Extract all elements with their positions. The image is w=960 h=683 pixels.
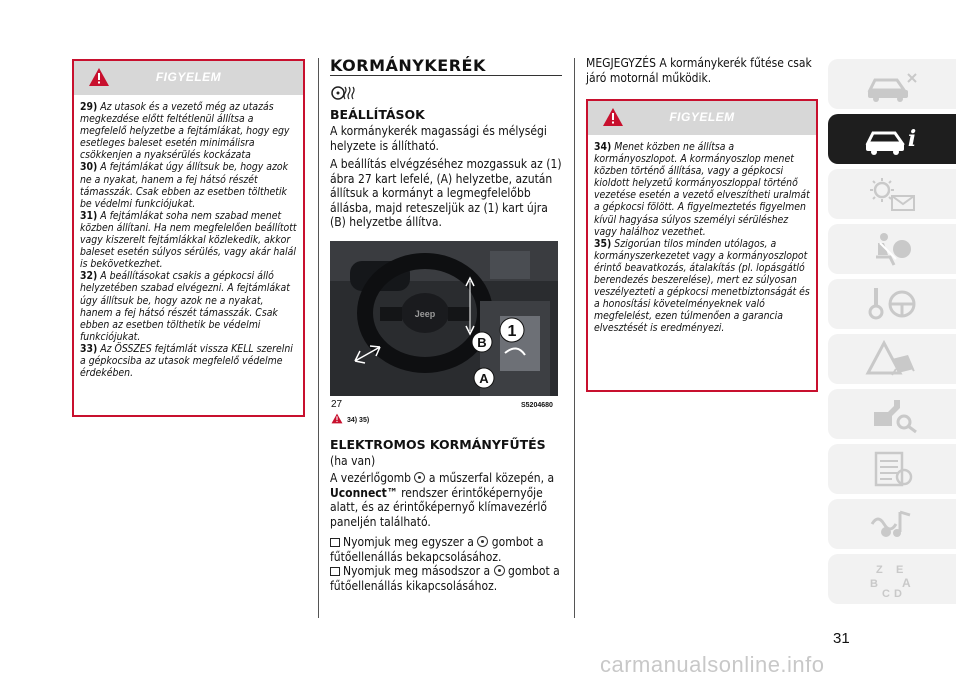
warning-title: FIGYELEM xyxy=(669,110,735,124)
warning-header xyxy=(74,61,303,95)
column-divider xyxy=(574,58,575,618)
svg-text:A: A xyxy=(902,576,911,590)
left-warning-box xyxy=(72,59,305,417)
section-title: KORMÁNYKERÉK xyxy=(330,56,486,75)
warning-item: 33) Az ÖSSZES fejtámlát vissza KELL szerelni a gépkocsiba az utasok megfelelő védelme érdekében. xyxy=(80,342,293,380)
right-warning-box xyxy=(586,99,818,392)
maintenance-icon xyxy=(862,394,922,434)
figure-code: S5204680 xyxy=(521,402,553,409)
warning-item: 29) Az utasok és a vezető még az utazás megkezdése előtt feltétlenül állítsa a megfelelő helyzetbe a fejtámlákat, hogy egy esetleges baleset esetén minimálisra csökkenjen a nyaksérülés kockázata xyxy=(80,101,290,162)
lights-warning-icon xyxy=(862,174,922,214)
heated-wheel-button-icon xyxy=(494,565,505,576)
note-paragraph: MEGJEGYZÉS A kormánykerék fűtése csak járó motornál működik. xyxy=(586,56,812,85)
warning-item: 32) A beállításokat csakis a gépkocsi álló helyzetében szabad elvégezni. A fejtámlákat úgy állítsuk be, hogy azok ne a nyakat, hanem a fej hátsó részét támasszák. Csak ebben az esetben tölthetik be védelmi funkciójukat. xyxy=(80,270,290,343)
nav-tab-maintenance[interactable] xyxy=(828,389,956,439)
nav-tab-technical-data[interactable] xyxy=(828,444,956,494)
multimedia-icon xyxy=(862,504,922,544)
steering-wheel-figure xyxy=(330,241,558,396)
heated-steering-wheel-icon xyxy=(330,81,356,101)
nav-tab-lights-warning[interactable] xyxy=(828,169,956,219)
technical-data-icon xyxy=(862,449,922,489)
heated-wheel-button-icon xyxy=(414,472,425,483)
figure-label-A: A xyxy=(479,371,489,386)
warning-refs: 34) 35) xyxy=(347,417,370,424)
bullet-square-icon xyxy=(330,538,340,547)
svg-text:E: E xyxy=(896,564,904,576)
heated-steering-heading: ELEKTROMOS KORMÁNYFŰTÉS xyxy=(330,437,546,452)
svg-text:D: D xyxy=(894,588,902,599)
adjustment-heading: BEÁLLÍTÁSOK xyxy=(330,107,425,122)
steering-start-icon xyxy=(862,284,922,324)
svg-text:Jeep: Jeep xyxy=(414,309,436,319)
column-divider xyxy=(318,58,319,618)
bullet-item: Nyomjuk meg egyszer a gombot a fűtőellenállás bekapcsolásához. xyxy=(330,535,544,564)
svg-text:i: i xyxy=(907,126,917,152)
title-rule xyxy=(330,75,562,76)
warning-body xyxy=(74,95,303,383)
nav-tab-index[interactable] xyxy=(828,554,956,604)
airbag-safety-icon xyxy=(862,229,922,269)
warning-triangle-icon xyxy=(331,413,343,424)
nav-tab-airbag-safety[interactable] xyxy=(828,224,956,274)
adjustment-paragraph: A beállítás elvégzéséhez mozgassuk az (1) ábra 27 kart lefelé, (A) helyzetbe, azután állítsuk a kormányt a legmegfelelőbb állásba, majd reteszeljük az (1) kart újra (B) helyzetbe állítva. xyxy=(330,157,562,229)
warning-item: 31) A fejtámlákat soha nem szabad menet közben állítani. Ha nem megfelelően beállított vagy kiszerelt fejtámlákkal közlekedik, akkor baleset esetén súlyos sérülés, vagy akár halál is bekövetkezhet. xyxy=(80,209,297,271)
bullet-item: Nyomjuk meg másodszor a gombot a fűtőellenállás kikapcsolásához. xyxy=(330,564,560,593)
warning-item: 30) A fejtámlákat úgy állítsuk be, hogy azok ne a nyakat, hanem a fej hátsó részét támasszák. Csak ebben az esetben tölthetik be védelmi funkciójukat. xyxy=(80,161,289,210)
nav-tab-car-overview[interactable] xyxy=(828,59,956,109)
figure-label-B: B xyxy=(477,335,487,350)
warning-title: FIGYELEM xyxy=(155,70,222,84)
nav-tab-steering-start[interactable] xyxy=(828,279,956,329)
heated-steering-paragraph: A vezérlőgomb a műszerfal közepén, a Uconnect™ rendszer érintőképernyője alatt, és az érintőképernyő klímavezérlő paneljén található. xyxy=(330,471,555,529)
nav-tab-multimedia[interactable] xyxy=(828,499,956,549)
figure-label-1: 1 xyxy=(507,323,517,340)
figure-number: 27 xyxy=(331,399,343,410)
car-overview-icon xyxy=(862,64,922,104)
index-icon xyxy=(862,559,922,599)
heated-steering-sub: (ha van) xyxy=(330,454,376,468)
emergency-warning-icon xyxy=(862,339,922,379)
warning-body xyxy=(588,135,816,339)
svg-text:B: B xyxy=(870,578,878,590)
nav-tab-car-info[interactable] xyxy=(828,114,956,164)
heated-wheel-button-icon xyxy=(477,536,488,547)
watermark: carmanualsonline.info xyxy=(600,652,825,677)
svg-text:C: C xyxy=(882,588,890,599)
page-number: 31 xyxy=(833,630,850,647)
nav-tab-emergency[interactable] xyxy=(828,334,956,384)
warning-item: 34) Menet közben ne állítsa a kormányoszlopot. A kormányoszlop menet közben történő állítása, vagy a gépkocsi kioldott helyzetű kormányoszloppal történő vezetése esetén a vezető elveszítheti uralmát a gépkocsi fölött. A figyelmeztetés figyelmen kívül hagyása súlyos személyi sérüléshez vagy halálhoz vezethet. xyxy=(594,141,810,238)
svg-text:Z: Z xyxy=(876,564,883,576)
warning-item: 35) Szigorúan tilos minden utólagos, a kormányszerkezetet vagy a kormányoszlopot érintő beavatkozás, átalakítás (pl. lopásgátló berendezés beszerelése), mert ez súlyosan veszélyezteti a gépkocsi menetbiztonságát és a honosítási követelményeknek való megfelelést, ezen túlmenően a garancia elvesztését is eredményezi. xyxy=(594,237,810,335)
car-info-icon xyxy=(862,119,922,159)
adjustment-paragraph: A kormánykerék magassági és mélységi helyzete is állítható. xyxy=(330,124,547,153)
warning-header xyxy=(588,101,816,135)
bullet-square-icon xyxy=(330,567,340,576)
